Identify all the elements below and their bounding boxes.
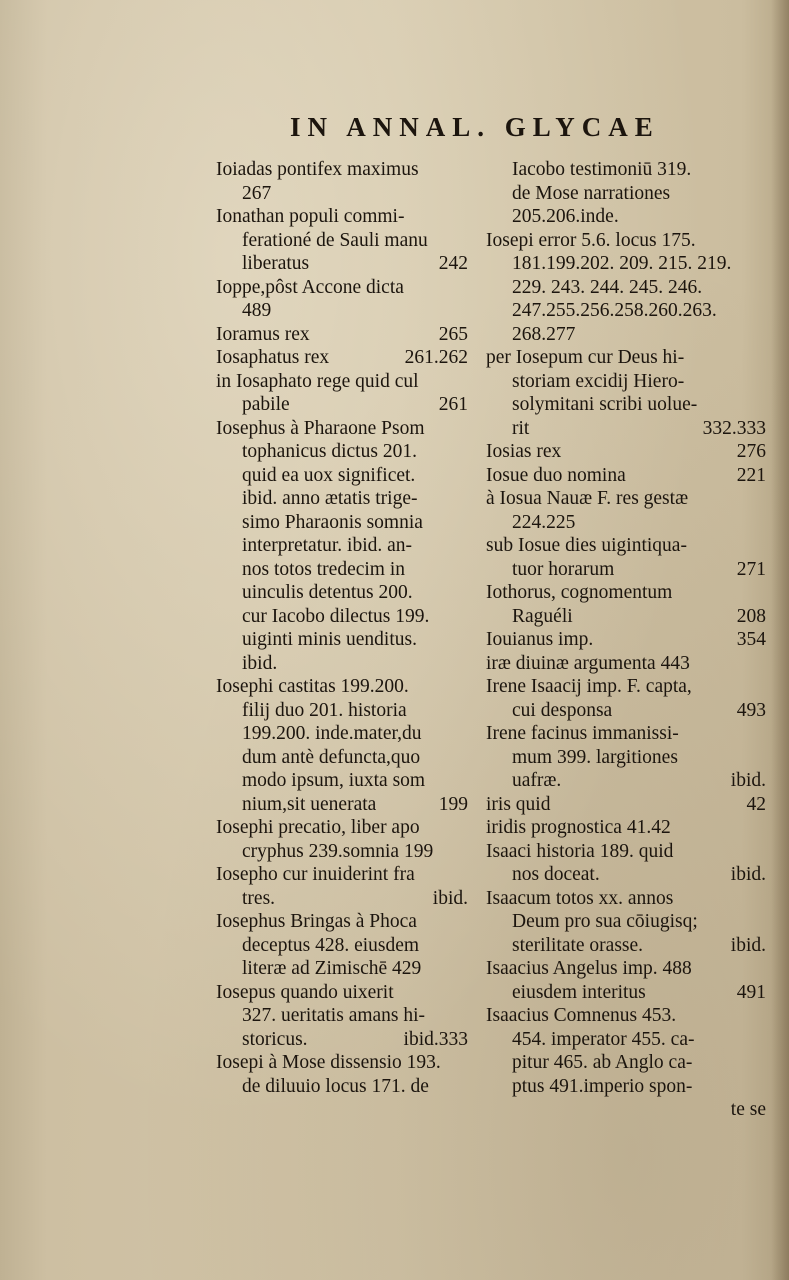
index-entry-line xyxy=(486,534,766,558)
index-page-number: ibid.333 xyxy=(403,1028,468,1050)
index-entry-line xyxy=(486,1004,766,1028)
index-entry-text: cui desponsa xyxy=(512,699,613,721)
index-entry-text: tophanicus dictus 201. xyxy=(242,441,417,462)
index-entry-line xyxy=(216,1028,468,1052)
index-entry-text: quid ea uox significet. xyxy=(242,464,416,486)
index-entry-line xyxy=(486,276,766,300)
index-entry-text: Iosepi error 5.6. locus 175. xyxy=(486,229,696,251)
index-entry-text: Isaaci historia 189. quid xyxy=(486,840,674,862)
index-entry-line xyxy=(486,722,766,746)
index-entry-line xyxy=(216,605,468,629)
index-entry-line xyxy=(216,887,468,911)
index-entry-line xyxy=(216,558,468,582)
index-entry-line xyxy=(216,229,468,253)
index-page-number: 491 xyxy=(736,981,766,1003)
index-entry-text: iridis prognostica 41.42 xyxy=(486,817,671,838)
index-entry-line xyxy=(216,1051,468,1075)
index-page-number: 332.333 xyxy=(702,417,766,439)
index-entry-text: Iosephus Bringas à Phoca xyxy=(216,911,417,932)
index-entry-text: de diluuio locus 171. de xyxy=(242,1075,429,1097)
index-entry-text: 205.206.inde. xyxy=(512,206,619,227)
index-entry-line xyxy=(216,934,468,958)
index-entry-line xyxy=(216,910,468,934)
index-entry-text: Iacobo testimoniū 319. xyxy=(512,159,692,180)
index-entry-line xyxy=(486,182,766,206)
index-entry-line xyxy=(216,370,468,394)
index-entry-text: liberatus xyxy=(242,253,310,274)
index-entry-line xyxy=(216,276,468,300)
index-entry-line xyxy=(486,558,766,582)
index-entry-line xyxy=(216,863,468,887)
index-entry-line xyxy=(216,252,468,276)
index-entry-text: Iosepho cur inuiderint fra xyxy=(216,864,415,885)
index-entry-text: Isaacius Comnenus 453. xyxy=(486,1005,677,1026)
index-entry-text: pitur 465. ab Anglo ca- xyxy=(512,1052,693,1073)
index-entry-text: 268.277 xyxy=(512,323,576,345)
index-entry-text: te se xyxy=(730,1099,766,1120)
index-entry-line xyxy=(216,816,468,840)
index-entry-line xyxy=(486,746,766,770)
index-page-number: 199 xyxy=(438,793,468,815)
index-entry-text: Iosepus quando uixerit xyxy=(216,981,394,1003)
index-page-number: 208 xyxy=(736,605,766,627)
index-entry-line xyxy=(486,793,766,817)
index-entry-text: tuor horarum xyxy=(512,558,615,580)
index-entry-text: tres. xyxy=(242,887,276,909)
index-entry-line xyxy=(486,464,766,488)
index-entry-line xyxy=(216,440,468,464)
index-entry-text: storicus. xyxy=(242,1028,308,1050)
index-page-number: 265 xyxy=(438,323,468,345)
index-entry-line xyxy=(486,346,766,370)
index-entry-text: 224.225 xyxy=(512,511,576,533)
index-entry-text: literæ ad Zimischē 429 xyxy=(242,958,422,979)
index-entry-line xyxy=(216,581,468,605)
index-entry-text: storiam excidij Hiero- xyxy=(512,370,685,392)
index-entry-text: Deum pro sua cōiugisq; xyxy=(512,911,698,932)
index-entry-line xyxy=(216,699,468,723)
index-entry-line xyxy=(486,1075,766,1099)
index-entry-text: uafræ. xyxy=(512,770,562,791)
index-entry-line xyxy=(216,793,468,817)
index-entry-text: pabile xyxy=(242,394,290,415)
index-entry-line xyxy=(486,1098,766,1122)
index-entry-text: Ioiadas pontifex maximus xyxy=(216,159,419,180)
index-entry-text: iræ diuinæ argumenta 443 xyxy=(486,652,690,674)
index-entry-line xyxy=(486,840,766,864)
index-entry-text: Iosias rex xyxy=(486,441,562,462)
index-entry-line xyxy=(216,628,468,652)
index-entry-line xyxy=(486,769,766,793)
index-entry-line xyxy=(216,534,468,558)
index-entry-line xyxy=(486,581,766,605)
index-page-number: 242 xyxy=(438,253,468,274)
index-entry-line xyxy=(486,652,766,676)
index-entry-line xyxy=(486,417,766,441)
index-entry-text: 181.199.202. 209. 215. 219. xyxy=(512,253,732,274)
index-entry-text: nium,sit uenerata xyxy=(242,793,377,815)
index-entry-line xyxy=(486,628,766,652)
index-entry-text: Irene Isaacij imp. F. capta, xyxy=(486,676,692,697)
index-entry-text: in Iosaphato rege quid cul xyxy=(216,370,419,392)
index-entry-text: simo Pharaonis somnia xyxy=(242,511,423,533)
index-entry-line xyxy=(216,346,468,370)
index-entry-line xyxy=(486,323,766,347)
index-entry-line xyxy=(486,299,766,323)
index-entry-line xyxy=(216,722,468,746)
index-page-number: 493 xyxy=(736,699,766,721)
index-entry-line xyxy=(486,1051,766,1075)
index-entry-line xyxy=(216,652,468,676)
index-entry-text: Ionathan populi commi- xyxy=(216,206,405,227)
index-entry-line xyxy=(486,981,766,1005)
index-entry-line xyxy=(216,511,468,535)
index-entry-text: cryphus 239.somnia 199 xyxy=(242,840,434,862)
index-entry-line xyxy=(486,205,766,229)
index-entry-text: ptus 491.imperio spon- xyxy=(512,1075,693,1097)
index-entry-line xyxy=(216,675,468,699)
index-entry-line xyxy=(486,887,766,911)
index-entry-text: sterilitate orasse. xyxy=(512,934,644,956)
index-entry-text: 229. 243. 244. 245. 246. xyxy=(512,276,703,298)
index-entry-line xyxy=(486,252,766,276)
index-page-number: ibid. xyxy=(730,770,766,791)
index-entry-line xyxy=(216,746,468,770)
index-entry-text: Iothorus, cognomentum xyxy=(486,582,673,603)
index-entry-line xyxy=(486,1028,766,1052)
index-entry-text: de Mose narrationes xyxy=(512,182,671,204)
index-entry-text: interpretatur. ibid. an- xyxy=(242,535,413,556)
index-entry-line xyxy=(486,910,766,934)
index-page-number: 276 xyxy=(736,441,766,462)
index-entry-line xyxy=(486,370,766,394)
index-entry-line xyxy=(216,840,468,864)
index-entry-text: ibid. anno ætatis trige- xyxy=(242,488,418,509)
running-head: IN ANNAL. GLYCAE xyxy=(290,112,660,142)
index-entry-text: Iosephi precatio, liber apo xyxy=(216,817,420,838)
index-entry-text: Iouianus imp. xyxy=(486,629,594,650)
index-entry-line xyxy=(216,393,468,417)
index-entry-line xyxy=(486,158,766,182)
index-entry-text: cur Iacobo dilectus 199. xyxy=(242,605,430,627)
index-page-number: ibid. xyxy=(730,864,766,885)
index-entry-line xyxy=(216,417,468,441)
index-entry-line xyxy=(216,1075,468,1099)
index-entry-line xyxy=(486,816,766,840)
index-entry-line xyxy=(486,863,766,887)
index-column-left xyxy=(216,158,468,1098)
index-entry-text: uiginti minis uenditus. xyxy=(242,629,417,650)
index-entry-text: eiusdem interitus xyxy=(512,981,646,1003)
index-entry-line xyxy=(486,699,766,723)
index-entry-text: Iosephus à Pharaone Psom xyxy=(216,417,425,439)
index-entry-text: ibid. xyxy=(242,652,278,674)
index-entry-text: mum 399. largitiones xyxy=(512,746,678,768)
index-entry-text: per Iosepum cur Deus hi- xyxy=(486,347,685,368)
index-entry-text: Ioramus rex xyxy=(216,323,310,345)
index-entry-text: nos doceat. xyxy=(512,864,600,885)
index-column-right xyxy=(486,158,766,1122)
index-entry-line xyxy=(216,981,468,1005)
index-entry-text: 199.200. inde.mater,du xyxy=(242,723,422,744)
index-entry-line xyxy=(486,487,766,511)
index-entry-text: ferationé de Sauli manu xyxy=(242,229,428,251)
index-entry-text: Iosephi castitas 199.200. xyxy=(216,676,409,697)
index-entry-text: Ioppe,pôst Accone dicta xyxy=(216,276,404,298)
index-page-number: ibid. xyxy=(730,934,766,956)
index-entry-text: 327. ueritatis amans hi- xyxy=(242,1005,426,1026)
index-entry-line xyxy=(216,464,468,488)
index-entry-line xyxy=(486,440,766,464)
index-entry-text: nos totos tredecim in xyxy=(242,558,406,580)
index-entry-text: Raguéli xyxy=(512,605,573,627)
index-entry-text: deceptus 428. eiusdem xyxy=(242,934,420,956)
index-entry-text: 247.255.256.258.260.263. xyxy=(512,300,717,321)
index-entry-text: uinculis detentus 200. xyxy=(242,582,413,603)
index-page-number: 42 xyxy=(746,793,766,815)
index-entry-text: Isaacum totos xx. annos xyxy=(486,887,674,909)
index-entry-text: Iosepi à Mose dissensio 193. xyxy=(216,1052,441,1073)
index-entry-text: à Iosua Nauæ F. res gestæ xyxy=(486,488,689,509)
index-entry-line xyxy=(486,934,766,958)
index-page-number: 354 xyxy=(736,629,766,650)
index-entry-line xyxy=(216,299,468,323)
index-entry-line xyxy=(486,511,766,535)
page-edge-shadow xyxy=(771,0,789,1280)
index-entry-line xyxy=(486,605,766,629)
index-entry-text: iris quid xyxy=(486,793,551,815)
index-entry-line xyxy=(216,769,468,793)
index-entry-text: 489 xyxy=(242,300,272,321)
index-entry-text: Irene facinus immanissi- xyxy=(486,723,679,744)
index-entry-text: solymitani scribi uolue- xyxy=(512,394,698,415)
index-entry-text: 454. imperator 455. ca- xyxy=(512,1028,695,1050)
index-entry-text: modo ipsum, iuxta som xyxy=(242,770,426,791)
index-entry-text: rit xyxy=(512,417,530,439)
index-entry-text: sub Iosue dies uigintiqua- xyxy=(486,535,687,556)
index-entry-line xyxy=(216,487,468,511)
index-entry-line xyxy=(216,1004,468,1028)
index-entry-line xyxy=(216,323,468,347)
index-entry-line xyxy=(486,957,766,981)
index-page-number: 261 xyxy=(438,394,468,415)
index-entry-text: 267 xyxy=(242,182,272,204)
index-page-number: ibid. xyxy=(432,887,468,909)
index-entry-text: Iosue duo nomina xyxy=(486,464,626,486)
index-entry-line xyxy=(216,182,468,206)
index-entry-line xyxy=(486,229,766,253)
index-page-number: 261.262 xyxy=(404,347,468,368)
index-page-number: 271 xyxy=(736,558,766,580)
index-entry-text: filij duo 201. historia xyxy=(242,699,407,721)
index-entry-text: dum antè defuncta,quo xyxy=(242,746,421,768)
index-entry-line xyxy=(216,205,468,229)
index-entry-line xyxy=(486,675,766,699)
index-entry-line xyxy=(216,158,468,182)
index-entry-text: Iosaphatus rex xyxy=(216,347,330,368)
index-page-number: 221 xyxy=(736,464,766,486)
index-entry-text: Isaacius Angelus imp. 488 xyxy=(486,958,692,979)
index-entry-line xyxy=(216,957,468,981)
index-entry-line xyxy=(486,393,766,417)
